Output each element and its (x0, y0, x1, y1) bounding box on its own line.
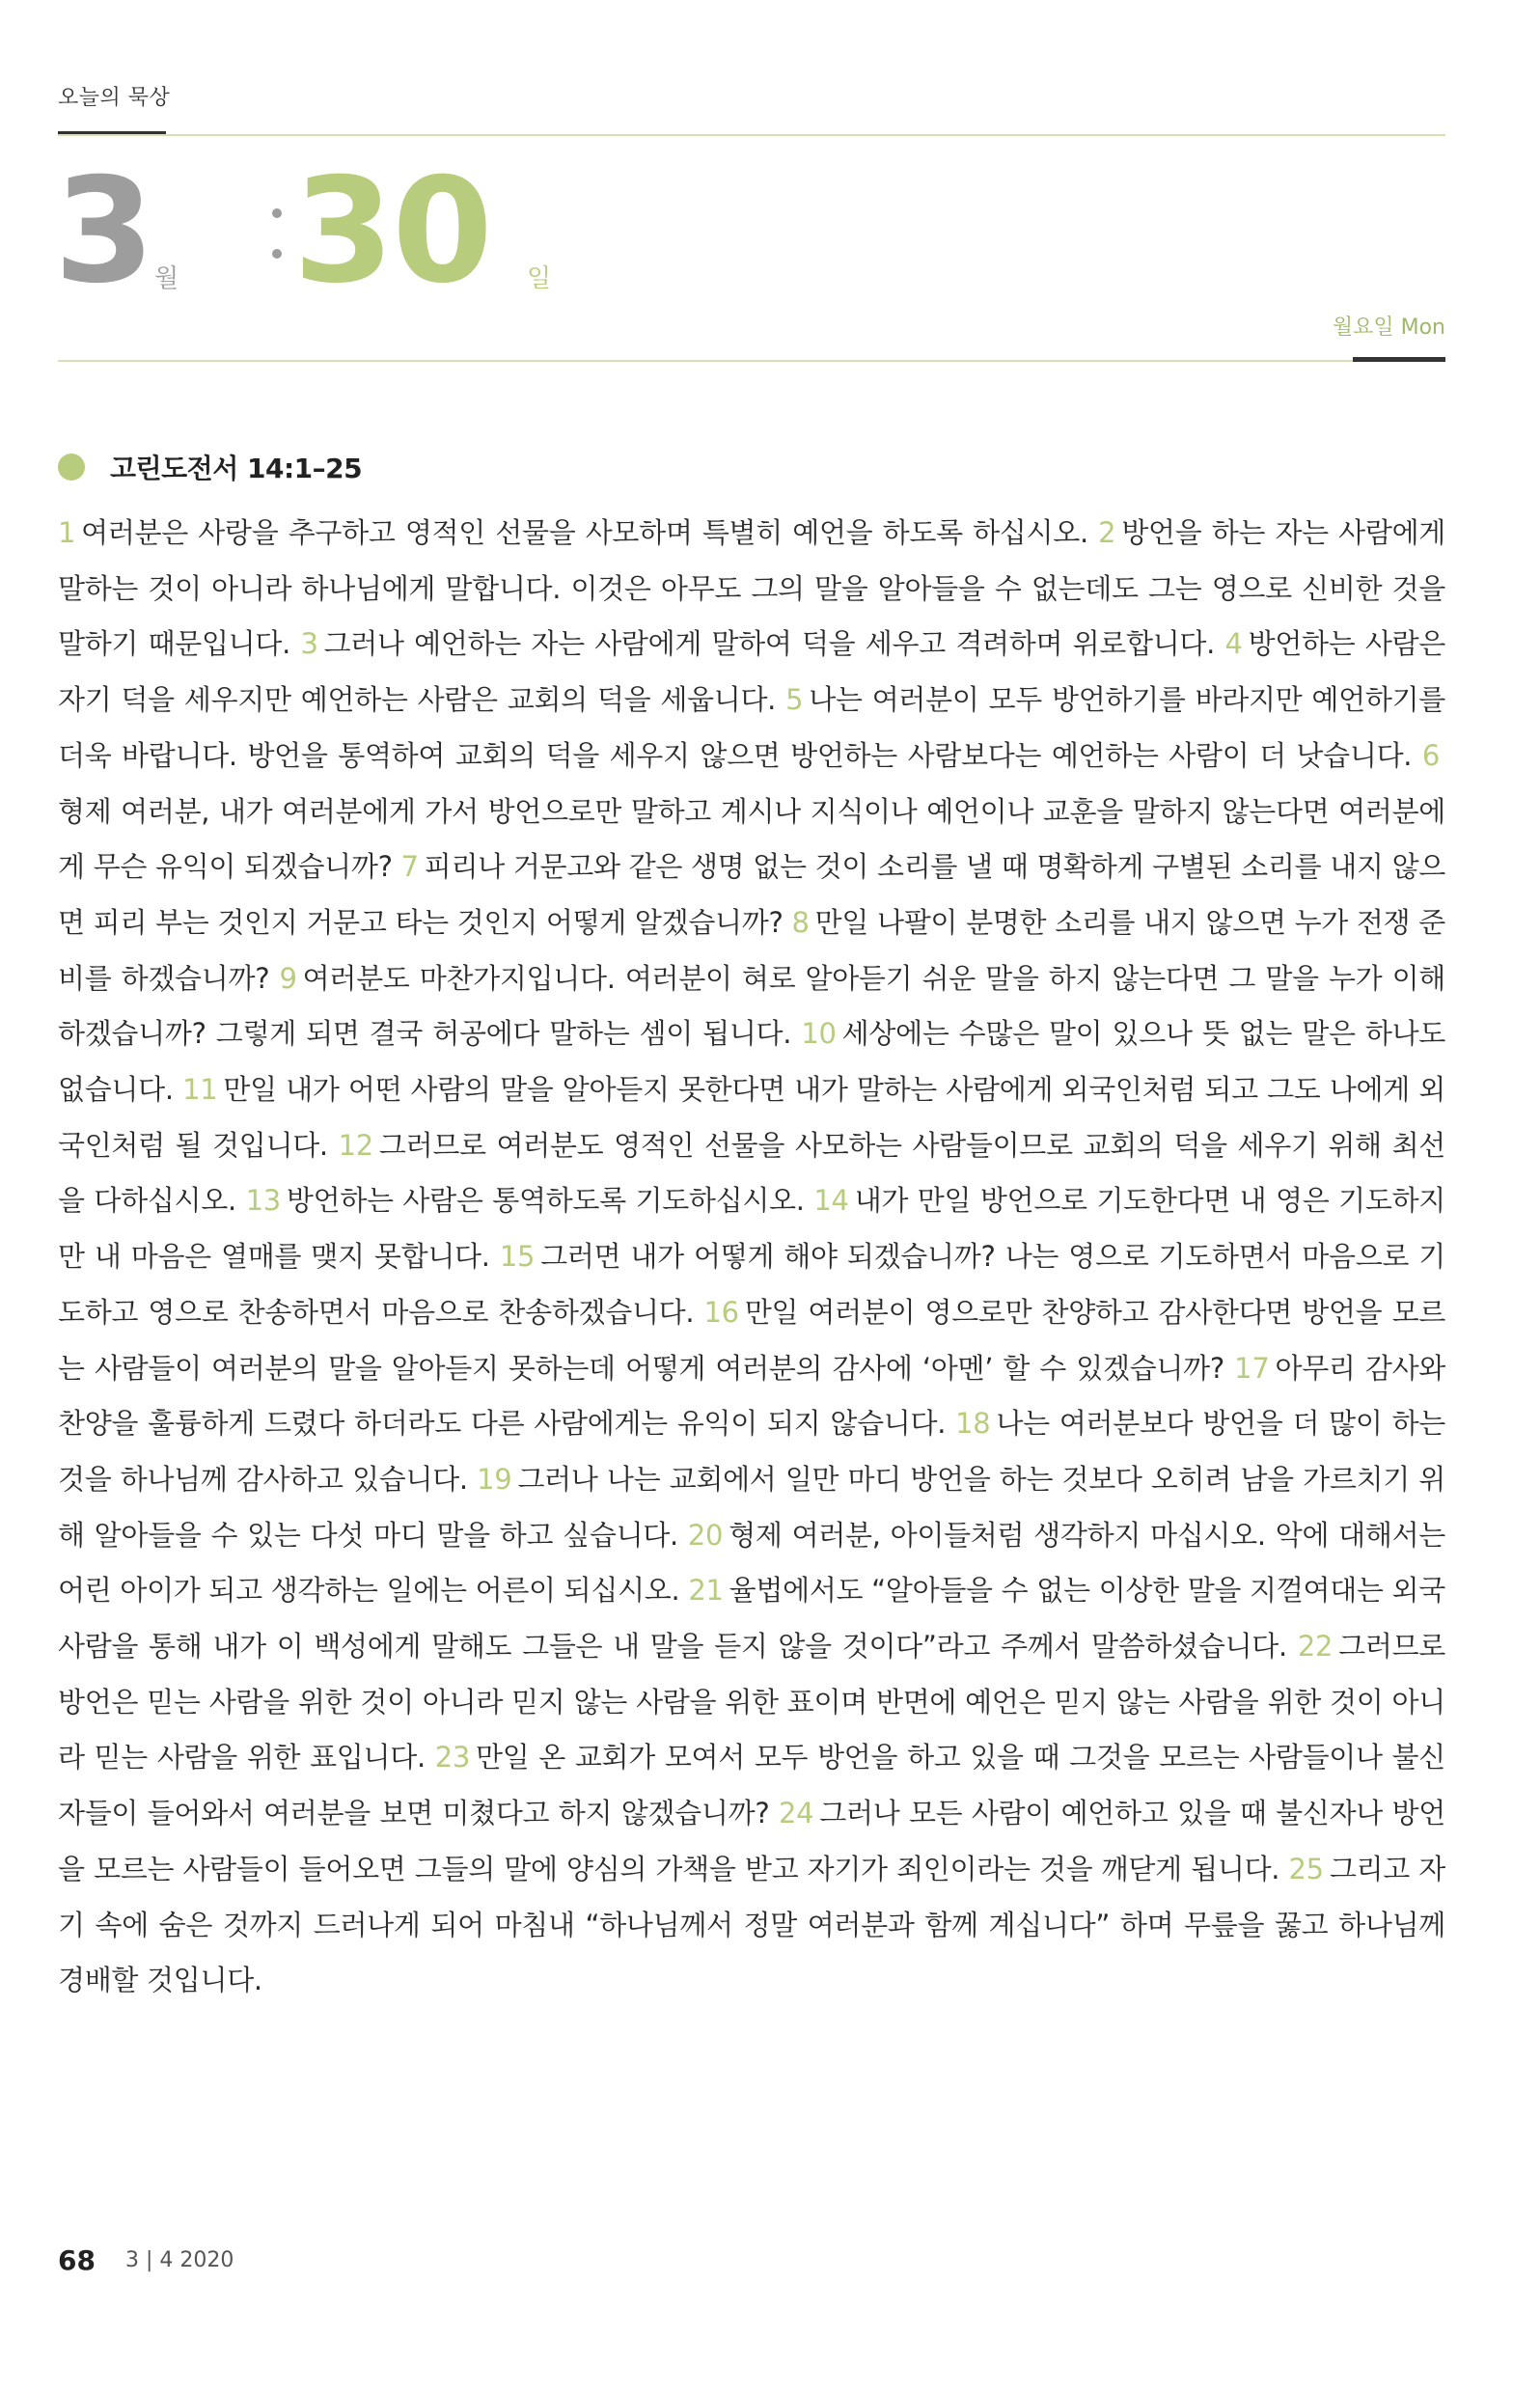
verse-text: 그러나 나는 교회에서 일만 마디 방언을 하는 것보다 오히려 남을 가르치기 위해 알아들을 수 있는 다섯 마디 말을 하고 싶습니다. (58, 1462, 1445, 1552)
month-unit: 월 (154, 264, 179, 293)
day-number: 30 (293, 148, 491, 316)
passage-header (58, 450, 362, 484)
page-number: 68 (58, 2244, 96, 2276)
verse-number: 24 (778, 1797, 814, 1830)
verse (300, 627, 1215, 660)
verse-number: 19 (477, 1462, 512, 1496)
verse-number: 6 (1421, 738, 1441, 772)
verse-text: 피리나 거문고와 같은 생명 없는 것이 소리를 낼 때 명확하게 구별된 소리를 내지 않으면 피리 부는 것인지 거문고 타는 것인지 어떻게 알겠습니까? (58, 850, 1445, 939)
verse-number: 22 (1297, 1630, 1334, 1664)
verse-number: 17 (1234, 1351, 1270, 1385)
verse-text: 여러분은 사랑을 추구하고 영적인 선물을 사모하며 특별히 예언을 하도록 하십시오. (81, 516, 1088, 549)
section-label: 오늘의 묵상 (58, 86, 171, 110)
verse-number: 8 (791, 905, 810, 939)
verse-number: 14 (813, 1184, 849, 1218)
verse-text: 방언하는 사람은 통역하도록 기도하십시오. (286, 1184, 805, 1218)
scripture-text (58, 506, 1445, 2009)
bullet-dot-icon (58, 454, 85, 481)
verse-text: 그리고 자기 속에 숨은 것까지 드러나게 되어 마침내 “하나님께서 정말 여러분과 함께 계십니다” 하며 무릎을 꿇고 하나님께 경배할 것입니다. (58, 1852, 1445, 1997)
date-separator-icon (272, 201, 284, 268)
verse-number: 5 (785, 683, 804, 717)
verse-number: 11 (182, 1073, 218, 1107)
verse-number: 21 (688, 1574, 724, 1608)
verse-number: 25 (1288, 1852, 1324, 1885)
verse-text: 형제 여러분, 아이들처럼 생각하지 마십시오. 악에 대해서는 어린 아이가 되고 생각하는 일에는 어른이 되십시오. (58, 1518, 1445, 1608)
verse-number: 7 (400, 850, 419, 884)
verse-number: 2 (1098, 516, 1116, 549)
verse-text: 방언하는 사람은 자기 덕을 세우지만 예언하는 사람은 교회의 덕을 세웁니다. (58, 627, 1446, 717)
verse-text: 율법에서도 “알아들을 수 없는 이상한 말을 지껄여대는 외국 사람을 통해 내가 이 백성에게 말해도 그들은 내 말을 듣지 않을 것이다”라고 주께서 말씀하셨습니다. (58, 1574, 1445, 1664)
verse-number: 4 (1224, 627, 1243, 661)
verse-text: 그러면 내가 어떻게 해야 되겠습니까? 나는 영으로 기도하면서 마음으로 기도하고 영으로 찬송하면서 마음으로 찬송하겠습니다. (58, 1240, 1446, 1329)
verse-number: 12 (338, 1128, 373, 1162)
verse (58, 516, 1088, 549)
verse-text: 만일 여러분이 영으로만 찬양하고 감사한다면 방언을 모르는 사람들이 여러분의 말을 알아듣지 못하는데 어떻게 여러분의 감사에 ‘아멘’ 할 수 있겠습니까? (58, 1295, 1446, 1385)
verse-text: 만일 내가 어떤 사람의 말을 알아듣지 못한다면 내가 말하는 사람에게 외국인처럼 되고 그도 나에게 외국인처럼 될 것입니다. (58, 1073, 1445, 1162)
verse-text: 그러나 모든 사람이 예언하고 있을 때 불신자나 방언을 모르는 사람들이 들어오면 그들의 말에 양심의 가책을 받고 자기가 죄인이라는 것을 깨닫게 됩니다. (58, 1797, 1445, 1885)
verse-text: 여러분도 마찬가지입니다. 여러분이 혀로 알아듣기 쉬운 말을 하지 않는다면 그 말을 누가 이해하겠습니까? 그렇게 되면 결국 허공에다 말하는 셈이 됩니다. (58, 961, 1446, 1051)
verse-text: 세상에는 수많은 말이 있으나 뜻 없는 말은 하나도 없습니다. (58, 1017, 1445, 1107)
verse-text: 그러므로 방언은 믿는 사람을 위한 것이 아니라 믿지 않는 사람을 위한 표이며 반면에 예언은 믿지 않는 사람을 위한 것이 아니라 믿는 사람을 위한 표입니다. (58, 1630, 1445, 1774)
verse-text: 만일 온 교회가 모여서 모두 방언을 하고 있을 때 그것을 모르는 사람들이나 불신자들이 들어와서 여러분을 보면 미쳤다고 하지 않겠습니까? (58, 1741, 1445, 1830)
verse-number: 3 (300, 627, 318, 661)
weekday-label: 월요일 Mon (1332, 316, 1445, 340)
verse-number: 23 (434, 1741, 471, 1774)
verse-number: 15 (499, 1240, 536, 1274)
verse-number: 9 (279, 961, 297, 995)
verse-number: 16 (703, 1295, 739, 1329)
verse-number: 10 (801, 1017, 837, 1051)
verse (246, 1184, 805, 1217)
verse-text: 만일 나팔이 분명한 소리를 내지 않으면 누가 전쟁 준비를 하겠습니까? (58, 905, 1445, 995)
verse-text: 나는 여러분보다 방언을 더 많이 하는 것을 하나님께 감사하고 있습니다. (58, 1407, 1445, 1496)
header-rule (58, 134, 1445, 136)
date-rule (58, 360, 1445, 362)
date-display (54, 148, 922, 318)
verse-text: 아무리 감사와 찬양을 훌륭하게 드렸다 하더라도 다른 사람에게는 유익이 되지 않습니다. (58, 1351, 1446, 1441)
verse-number: 20 (687, 1518, 724, 1552)
verse-text: 내가 만일 방언으로 기도한다면 내 영은 기도하지만 내 마음은 열매를 맺지 못합니다. (58, 1184, 1446, 1274)
verse-number: 18 (955, 1407, 991, 1441)
date-rule-accent (1353, 357, 1445, 362)
verse-number: 1 (58, 516, 76, 549)
verse-text: 그러므로 여러분도 영적인 선물을 사모하는 사람들이므로 교회의 덕을 세우기 위해 최선을 다하십시오. (58, 1128, 1446, 1218)
month-number: 3 (54, 148, 155, 316)
verse-number: 13 (245, 1184, 281, 1218)
verse-text: 나는 여러분이 모두 방언하기를 바라지만 예언하기를 더욱 바랍니다. 방언을 통역하여 교회의 덕을 세우지 않으면 방언하는 사람보다는 예언하는 사람이 더 낫습니다. (58, 683, 1445, 772)
issue-label: 3 | 4 2020 (125, 2248, 234, 2272)
verse-text: 그러나 예언하는 자는 사람에게 말하여 덕을 세우고 격려하며 위로합니다. (323, 627, 1216, 661)
verse-text: 형제 여러분, 내가 여러분에게 가서 방언으로만 말하고 계시나 지식이나 예언이나 교훈을 말하지 않는다면 여러분에게 무슨 유익이 되겠습니까? (58, 794, 1445, 884)
day-unit: 일 (527, 264, 552, 293)
passage-reference: 고린도전서 14:1–25 (110, 453, 363, 484)
verse-text: 방언을 하는 자는 사람에게 말하는 것이 아니라 하나님에게 말합니다. 이것은 아무도 그의 말을 알아들을 수 없는데도 그는 영으로 신비한 것을 말하기 때문입니다. (58, 516, 1446, 661)
